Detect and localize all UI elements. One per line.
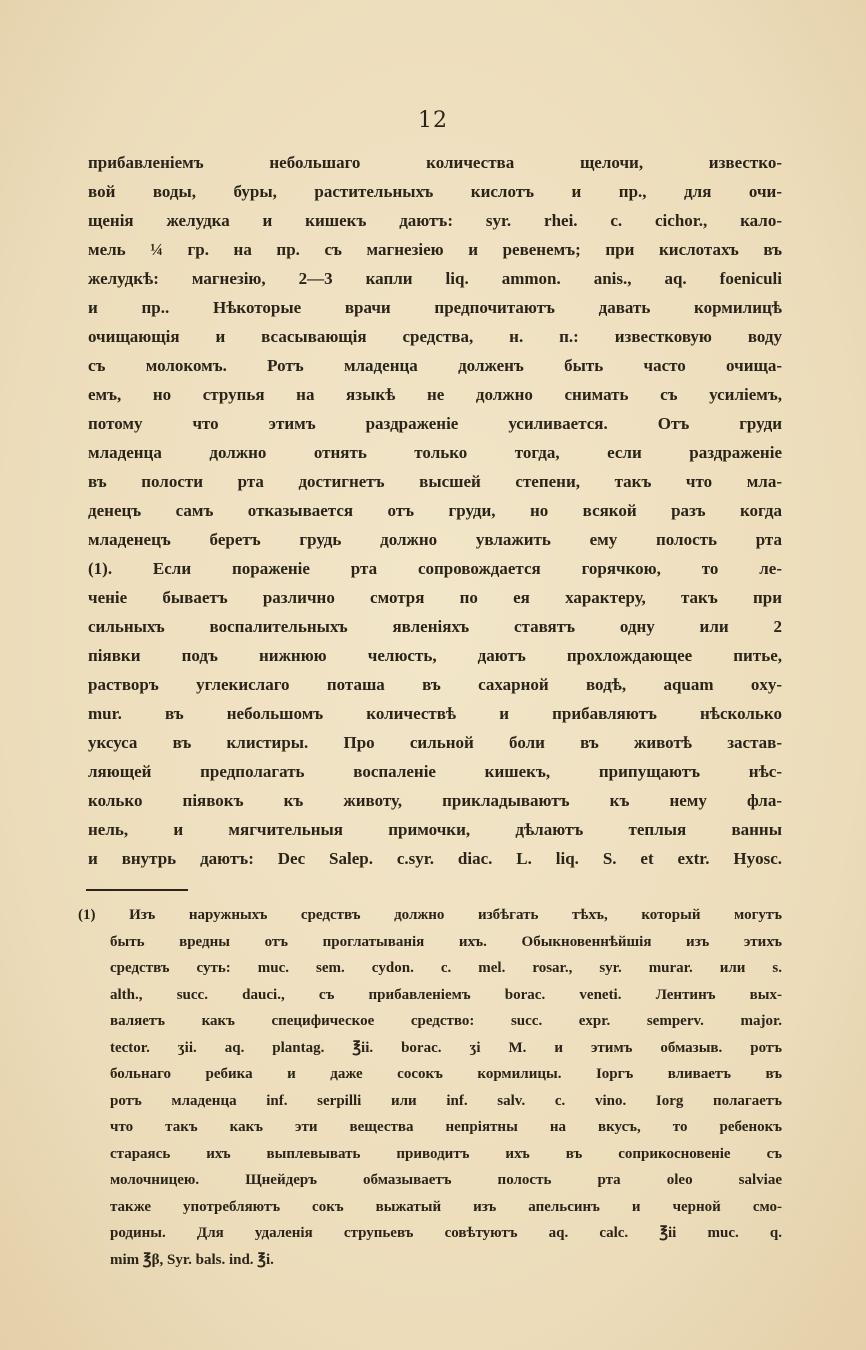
text-line: уксуса въ клистиры. Про сильной боли въ животѣ застав- [88,733,782,752]
text-line: піявки подъ нижнюю челюсть, даютъ прохлождающее питье, [88,646,782,665]
text-line: сильныхъ воспалительныхъ явленіяхъ ставятъ одну или 2 [88,617,782,636]
footnote-line: быть вредны отъ проглатыванія ихъ. Обыкновеннѣйшія изъ этихъ [110,933,782,950]
body-text [88,148,782,873]
footnote-line: что такъ какъ эти вещества непріятны на вкусъ, то ребенокъ [110,1119,782,1135]
text-line: колько піявокъ къ животу, прикладываютъ къ нему фла- [88,791,782,810]
text-line: ченіе бываетъ различно смотря по ея характеру, такъ при [88,588,782,607]
text-line: въ полости рта достигнетъ высшей степени, такъ что мла- [88,472,782,491]
footnote-line: tector. ʒii. aq. plantag. ℥ii. borac. ʒi M. и этимъ обмазыв. ротъ [110,1039,782,1056]
text-line: младенецъ беретъ грудь должно увлажить ему полость рта [88,530,782,549]
text-line: денецъ самъ отказывается отъ груди, но всякой разъ когда [88,501,782,520]
footnote-divider [86,889,188,891]
footnote-line: стараясь ихъ выплевывать приводитъ ихъ въ соприкосновеніе съ [110,1145,782,1162]
text-line: вой воды, буры, растительныхъ кислотъ и пр., для очи- [88,182,782,201]
page-number: 12 [418,108,448,133]
text-line: и пр.. Нѣкоторые врачи предпочитаютъ давать кормилицѣ [88,298,782,317]
text-line: нель, и мягчительныя примочки, дѣлаютъ теплыя ванны [88,820,782,839]
footnote-line: валяетъ какъ специфическое средство: succ. expr. semperv. major. [110,1013,782,1029]
footnote-line: молочницею. Щнейдеръ обмазываетъ полость рта oleo salviae [110,1172,782,1188]
text-line: и внутрь даютъ: Dec Salep. c.syr. diac. L. liq. S. et extr. Hyosc. [88,849,782,868]
footnote-line: родины. Для удаленія струпьевъ совѣтуютъ aq. calc. ℥ii muc. q. [110,1225,782,1241]
text-line: съ молокомъ. Ротъ младенца долженъ быть часто очища- [88,356,782,375]
footnote-line: (1) Изъ наружныхъ средствъ должно избѣгать тѣхъ, который могутъ [78,907,782,923]
text-line: потому что этимъ раздраженіе усиливается. Отъ груди [88,414,782,433]
text-line: (1). Если пораженіе рта сопровождается горячкою, то ле- [88,559,782,578]
text-line: щенія желудка и кишекъ даютъ: syr. rhei. c. cichor., калo- [88,211,782,230]
text-line: растворъ углекислаго поташа въ сахарной водѣ, aquam oxy- [88,675,782,694]
text-line: мель ¼ гр. на пр. съ магнезіею и ревенемъ; при кислотахъ въ [88,240,782,259]
text-line: ляющей предполагать воспаленіе кишекъ, припущаютъ нѣс- [88,762,782,781]
footnote-line: ротъ младенца inf. serpilli или inf. salv. c. vino. Iorg полагаетъ [110,1092,782,1109]
text-line: желудкѣ: магнезію, 2—3 капли liq. ammon. anis., aq. foeniculi [88,269,782,288]
footnote-line: alth., succ. dauci., съ прибавленіемъ borac. veneti. Лентинъ вых- [110,986,782,1003]
footnote-line: больнаго ребика и даже сосокъ кормилицы. Іоргъ вливаетъ въ [110,1066,782,1082]
text-line: прибавленіемъ небольшаго количества щелочи, известко- [88,153,782,172]
text-line: mur. въ небольшомъ количествѣ и прибавляютъ нѣсколько [88,704,782,723]
footnote-line: также употребляютъ сокъ выжатый изъ апельсинъ и черной смо- [110,1198,782,1215]
text-line: емъ, но струпья на языкѣ не должно снимать съ усиліемъ, [88,385,782,404]
footnote-line: средствъ суть: muc. sem. cydon. c. mel. rosar., syr. murar. или s. [110,960,782,976]
footnote-line: mim ℥β, Syr. bals. ind. ℥i. [110,1251,274,1268]
text-line: младенца должно отнять только тогда, если раздраженіе [88,443,782,462]
footnote [78,902,782,1273]
text-line: очищающія и всасывающія средства, н. п.: известковую воду [88,327,782,346]
